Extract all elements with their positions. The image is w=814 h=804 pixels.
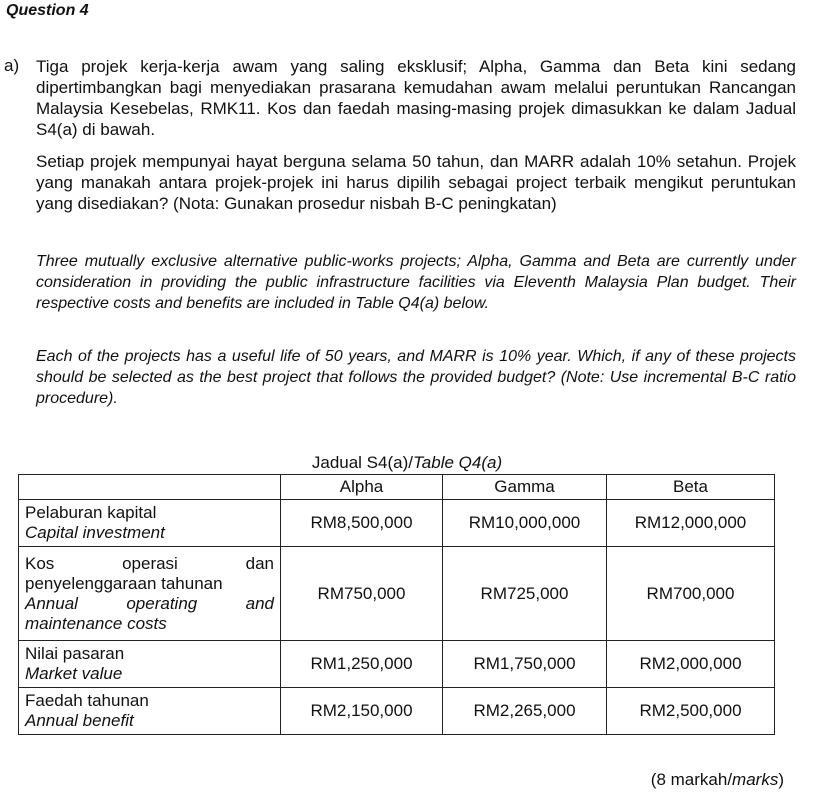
cell-alpha: RM1,250,000 xyxy=(281,641,443,688)
english-paragraph-1: Three mutually exclusive alternative public-works projects; Alpha, Gamma and Beta are currently under consideration in providing the public infrastructure facilities via Eleventh Malaysia Plan budget. Their respective costs and benefits are included in Table Q4(a) below. xyxy=(36,253,796,312)
table-row xyxy=(19,500,775,547)
row-label-english: Annual benefit xyxy=(25,711,134,730)
table-row xyxy=(19,688,775,735)
column-header-alpha: Alpha xyxy=(281,475,443,500)
row-label-english-line-2: maintenance costs xyxy=(25,613,167,633)
row-label-market-value xyxy=(19,641,281,688)
row-label-english-line-1: Annual operating and xyxy=(25,593,274,613)
row-label-malay: Faedah tahunan xyxy=(25,691,149,710)
cell-beta: RM12,000,000 xyxy=(607,500,775,547)
table-row xyxy=(19,641,775,688)
cell-gamma: RM10,000,000 xyxy=(443,500,607,547)
cell-beta: RM700,000 xyxy=(607,547,775,641)
cell-alpha: RM2,150,000 xyxy=(281,688,443,735)
cell-alpha: RM8,500,000 xyxy=(281,500,443,547)
table-header-row xyxy=(19,475,775,500)
question-heading: Question 4 xyxy=(6,2,89,19)
marks-allocation xyxy=(651,770,784,790)
row-label-capital-investment xyxy=(19,500,281,547)
table-caption-english: Table Q4(a) xyxy=(412,453,503,472)
cell-beta: RM2,000,000 xyxy=(607,641,775,688)
row-label-malay-line-2: penyelenggaraan tahunan xyxy=(25,573,223,593)
row-label-malay-line-1: Kos operasi dan xyxy=(25,553,274,573)
cell-beta: RM2,500,000 xyxy=(607,688,775,735)
table-caption-malay: Jadual S4(a)/ xyxy=(311,453,413,472)
column-header-gamma: Gamma xyxy=(443,475,607,500)
row-label-annual-benefit xyxy=(19,688,281,735)
cell-gamma: RM1,750,000 xyxy=(443,641,607,688)
row-label-operating-costs xyxy=(19,547,281,641)
malay-paragraph-1: Tiga projek kerja-kerja awam yang saling eksklusif; Alpha, Gamma dan Beta kini sedang dipertimbangkan bagi menyediakan prasarana kemudahan awam melalui peruntukan Rancangan Malaysia Kesebelas, RMK11. Kos dan faedah masing-masing projek dimasukkan ke dalam Jadual S4(a) di bawah. xyxy=(36,57,796,139)
row-label-english: Market value xyxy=(25,664,123,683)
malay-paragraph-2: Setiap projek mempunyai hayat berguna selama 50 tahun, dan MARR adalah 10% setahun. Projek yang manakah antara projek-projek ini harus dipilih sebagai project terbaik mengikut peruntukan yang disediakan? (Nota: Gunakan prosedur nisbah B-C peningkatan) xyxy=(36,152,796,213)
table-header-blank xyxy=(19,475,281,500)
row-label-malay: Nilai pasaran xyxy=(25,644,125,663)
part-label: a) xyxy=(4,56,20,75)
cell-gamma: RM725,000 xyxy=(443,547,607,641)
cell-gamma: RM2,265,000 xyxy=(443,688,607,735)
marks-malay: (8 markah/ xyxy=(650,770,733,789)
column-header-beta: Beta xyxy=(607,475,775,500)
cost-benefit-table xyxy=(18,474,775,735)
cell-alpha: RM750,000 xyxy=(281,547,443,641)
marks-english: marks xyxy=(732,770,779,789)
table-caption xyxy=(0,453,814,473)
row-label-english: Capital investment xyxy=(25,523,165,542)
english-paragraph-2: Each of the projects has a useful life of 50 years, and MARR is 10% year. Which, if any of these projects should be selected as the best project that follows the provided budget? (Note: Use incremental B-C ratio procedure). xyxy=(36,348,796,407)
table-row xyxy=(19,547,775,641)
row-label-malay: Pelaburan kapital xyxy=(25,503,157,522)
marks-close: ) xyxy=(778,770,784,789)
